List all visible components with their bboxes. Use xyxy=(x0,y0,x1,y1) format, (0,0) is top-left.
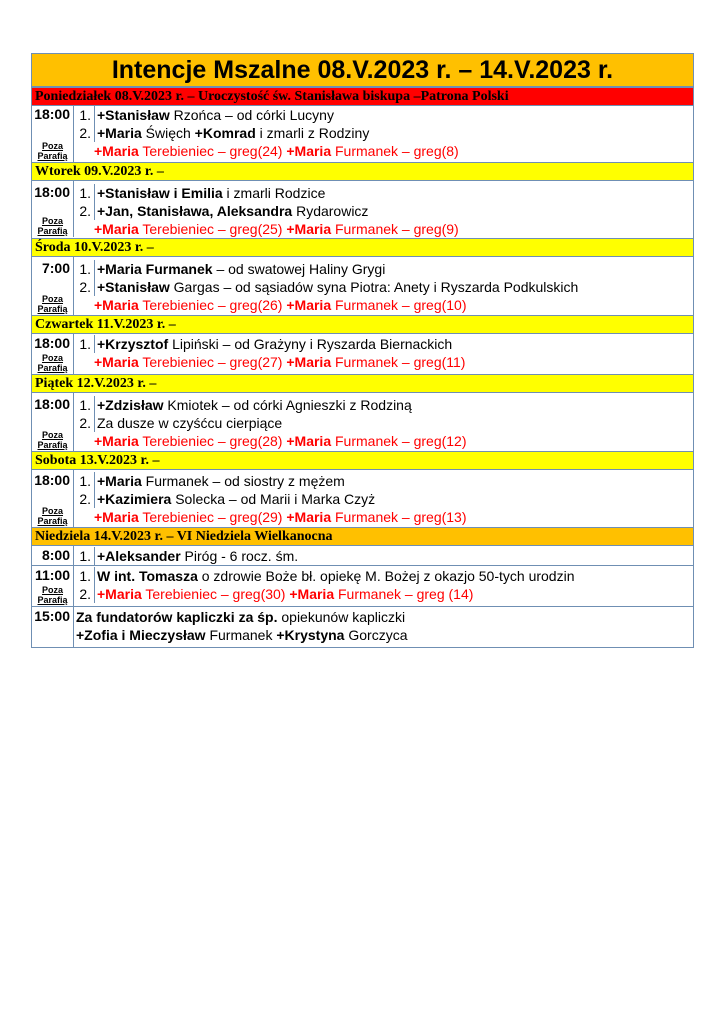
intention-line: 1. +Zdzisław Kmiotek – od córki Agnieszki z Rodziną xyxy=(74,396,693,414)
time-cell xyxy=(32,334,74,374)
intention-line: 2. +Stanisław Gargas – od sąsiadów syna Piotra: Anety i Ryszarda Podkulskich xyxy=(74,278,693,296)
gregorian-line: +Maria Terebieniec – greg(24) +Maria Furmanek – greg(8) xyxy=(94,143,459,159)
time-cell xyxy=(32,181,74,237)
mass-time: 18:00 xyxy=(34,472,70,488)
mass-block-saturday xyxy=(32,470,693,527)
poza-parafia-label: Poza Parafią xyxy=(37,585,68,605)
mass-block-thursday xyxy=(32,334,693,374)
mass-time: 18:00 xyxy=(34,184,70,200)
poza-parafia-label: Poza Parafią xyxy=(37,216,68,236)
intention-line: 2. +Maria Terebieniec – greg(30) +Maria Furmanek – greg (14) xyxy=(74,585,693,603)
intention-line: 1. +Krzysztof Lipiński – od Grażyny i Ryszarda Biernackich xyxy=(74,335,693,353)
poza-parafia-label: Poza Parafią xyxy=(37,294,68,314)
gregorian-line: +Maria Terebieniec – greg(28) +Maria Furmanek – greg(12) xyxy=(94,433,467,449)
intention-line: +Zofia i Mieczysław Furmanek +Krystyna Gorczyca xyxy=(76,627,408,643)
page-title: Intencje Mszalne 08.V.2023 r. – 14.V.2023 r. xyxy=(32,54,693,87)
day-header-saturday: Sobota 13.V.2023 r. – xyxy=(32,451,693,470)
intention-line: 1. +Maria Furmanek – od swatowej Haliny Grygi xyxy=(74,260,693,278)
mass-time: 8:00 xyxy=(41,547,70,563)
poza-parafia-label: Poza Parafią xyxy=(37,506,68,526)
intention-line: 2. +Maria Święch +Komrad i zmarli z Rodziny xyxy=(74,124,693,142)
mass-block-sunday-2 xyxy=(32,565,693,606)
poza-parafia-label: Poza Parafią xyxy=(37,353,68,373)
mass-time: 11:00 xyxy=(34,567,70,583)
intention-line: Za fundatorów kapliczki za śp. opiekunów kapliczki xyxy=(76,609,406,625)
poza-parafia-label: Poza Parafią xyxy=(37,430,68,450)
day-header-wednesday: Środa 10.V.2023 r. – xyxy=(32,238,693,257)
intention-line: 2. Za dusze w czyśćcu cierpiące xyxy=(74,414,693,432)
mass-time: 18:00 xyxy=(34,396,70,412)
gregorian-line: +Maria Terebieniec – greg(27) +Maria Furmanek – greg(11) xyxy=(94,354,466,370)
mass-block-sunday-1 xyxy=(32,546,693,565)
intention-line: 1. +Maria Furmanek – od siostry z mężem xyxy=(74,472,693,490)
mass-block-sunday-3 xyxy=(32,606,693,647)
intention-line: 2. +Kazimiera Solecka – od Marii i Marka Czyż xyxy=(74,490,693,508)
time-cell xyxy=(32,566,74,606)
time-cell xyxy=(32,106,74,162)
mass-time: 18:00 xyxy=(34,335,70,351)
mass-block-friday xyxy=(32,393,693,451)
intentions-table xyxy=(31,53,694,648)
intention-line: 1. +Stanisław i Emilia i zmarli Rodzice xyxy=(74,184,693,202)
mass-time: 7:00 xyxy=(41,260,70,276)
gregorian-line: +Maria Terebieniec – greg(26) +Maria Furmanek – greg(10) xyxy=(94,297,467,313)
day-header-friday: Piątek 12.V.2023 r. – xyxy=(32,374,693,393)
gregorian-line: +Maria Terebieniec – greg(25) +Maria Furmanek – greg(9) xyxy=(94,221,459,237)
gregorian-line: +Maria Terebieniec – greg(29) +Maria Furmanek – greg(13) xyxy=(94,509,467,525)
day-header-tuesday: Wtorek 09.V.2023 r. – xyxy=(32,162,693,181)
time-cell xyxy=(32,257,74,315)
intention-line: 2. +Jan, Stanisława, Aleksandra Rydarowicz xyxy=(74,202,693,220)
mass-block-wednesday xyxy=(32,257,693,315)
mass-time: 15:00 xyxy=(34,608,70,624)
poza-parafia-label: Poza Parafią xyxy=(37,141,68,161)
mass-block-tuesday xyxy=(32,181,693,238)
time-cell xyxy=(32,470,74,527)
day-header-thursday: Czwartek 11.V.2023 r. – xyxy=(32,315,693,334)
day-header-sunday: Niedziela 14.V.2023 r. – VI Niedziela Wielkanocna xyxy=(32,527,693,546)
intention-line: 1. +Aleksander Piróg - 6 rocz. śm. xyxy=(74,547,693,565)
intention-line: 1. +Stanisław Rzońca – od córki Lucyny xyxy=(74,106,693,124)
mass-block-monday xyxy=(32,106,693,162)
time-cell xyxy=(32,607,74,647)
mass-time: 18:00 xyxy=(34,106,70,122)
day-header-monday: Poniedziałek 08.V.2023 r. – Uroczystość św. Stanisława biskupa –Patrona Polski xyxy=(32,87,693,106)
time-cell xyxy=(32,546,74,565)
intention-line: 1. W int. Tomasza o zdrowie Boże bł. opiekę M. Bożej z okazjo 50-tych urodzin xyxy=(74,567,693,585)
time-cell xyxy=(32,393,74,451)
